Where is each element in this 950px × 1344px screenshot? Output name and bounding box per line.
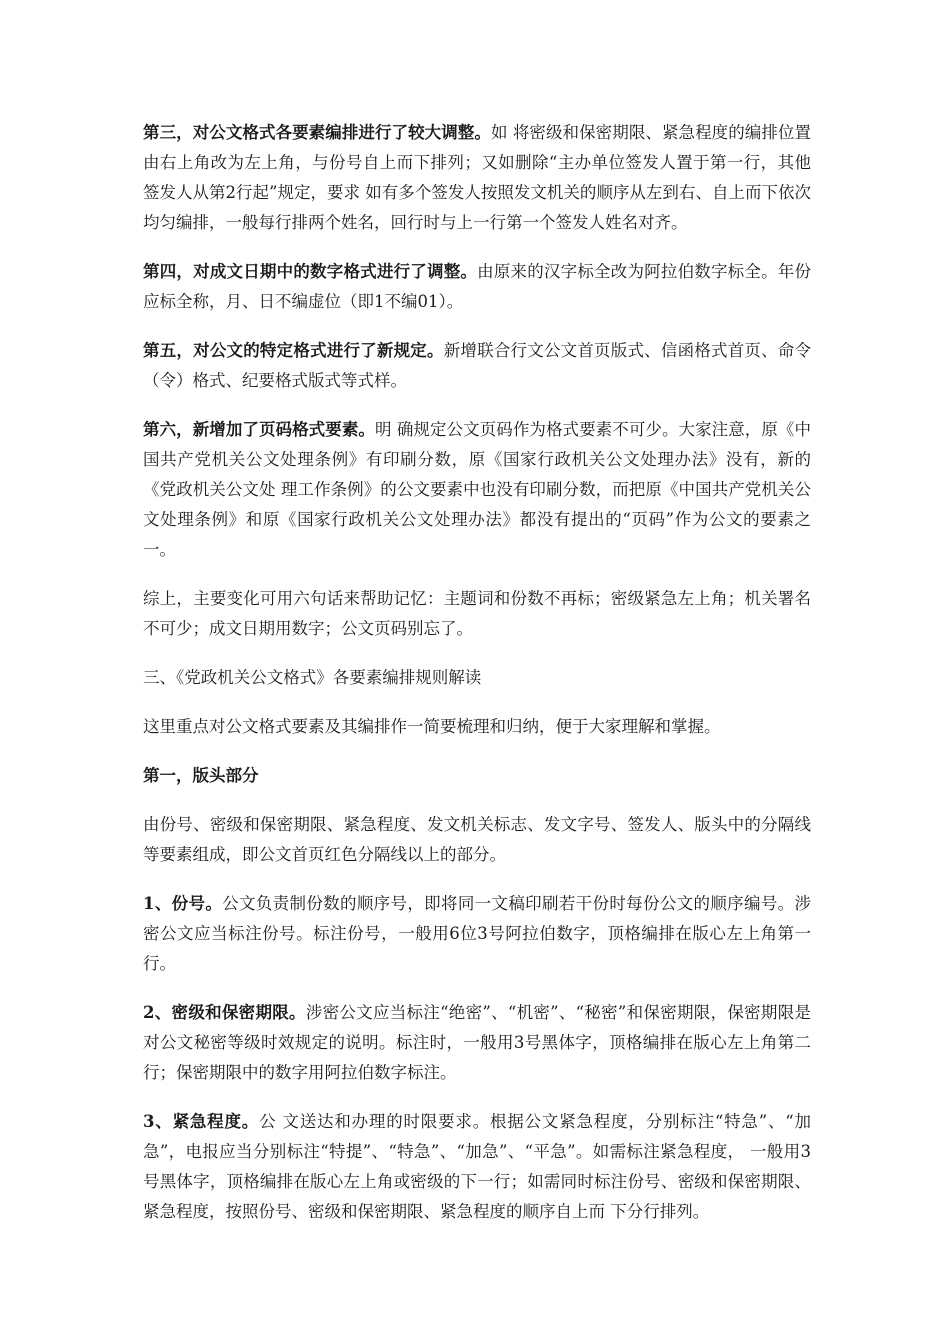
paragraph-body: 明 确规定公文页码作为格式要素不可少。大家注意，原《中国共产党机关公文处理条例》有印刷分数，原《国家行政机关公文处理办法》没有，新的《党政机关公文处 理工作条例》的公文要素中也没有印刷分数，而把原《中国共产党机关公文处理条例》和原《国家行政机关公文处理办法》都没有提出的“页码”作为公文的要素之 一。 <box>143 420 812 559</box>
paragraph-body: 综上，主要变化可用六句话来帮助记忆：主题词和份数不再标；密级紧急左上角；机关署名不可少；成文日期用数字；公文页码别忘了。 <box>143 589 811 638</box>
subsection-heading: 第一，版头部分 <box>143 766 259 785</box>
paragraph-lead: 第六，新增加了页码格式要素。 <box>143 420 375 439</box>
item-urgency <box>143 1107 811 1227</box>
item-body: 公文负责制份数的顺序号，即将同一文稿印刷若干份时每份公文的顺序编号。涉密公文应当标注份号。标注份号，一般用6位3号阿拉伯数字，顶格编排在版心左上角第一行。 <box>143 894 812 973</box>
paragraph-sixth-change <box>143 415 811 565</box>
paragraph-lead: 第五，对公文的特定格式进行了新规定。 <box>143 341 444 360</box>
subsection-body: 由份号、密级和保密期限、紧急程度、发文机关标志、发文字号、签发人、版头中的分隔线等要素组成，即公文首页红色分隔线以上的部分。 <box>143 815 811 864</box>
paragraph-fifth-change <box>143 336 811 396</box>
section-intro: 这里重点对公文格式要素及其编排作一简要梳理和归纳，便于大家理解和掌握。 <box>143 717 721 736</box>
paragraph-lead: 第三，对公文格式各要素编排进行了较大调整。 <box>143 123 491 142</box>
item-lead: 1、份号。 <box>143 894 223 913</box>
item-serial-number <box>143 889 811 979</box>
document-page <box>143 118 811 1246</box>
item-body: 公 文送达和办理的时限要求。根据公文紧急程度，分别标注“特急”、“加急”，电报应当分别标注“特提”、“特急”、“加急”、“平急”。如需标注紧急程度， 一般用3号黑体字，顶格编排在版心左上角或密级的下一行；如需同时标注份号、密级和保密期限、紧急程度，按照份号、密级和保密期限、紧急程度的顺序自上而 下分行排列。 <box>143 1112 811 1221</box>
paragraph-body: 由原来的汉字标全改为阿拉伯数字标全。年份应标全称，月、日不编虚位（即1不编01）。 <box>143 262 812 311</box>
paragraph-summary <box>143 584 811 644</box>
item-body: 涉密公文应当标注“绝密”、“机密”、“秘密”和保密期限，保密期限是对公文秘密等级时效规定的说明。标注时，一般用3号黑体字，顶格编排在版心左上角第二行；保密期限中的数字用阿拉伯数字标注。 <box>143 1003 811 1082</box>
paragraph-fourth-change <box>143 257 811 317</box>
paragraph-third-change <box>143 118 811 238</box>
item-lead: 3、紧急程度。 <box>143 1112 260 1131</box>
item-lead: 2、密级和保密期限。 <box>143 1003 306 1022</box>
section-heading: 三、《党政机关公文格式》各要素编排规则解读 <box>143 668 482 687</box>
paragraph-body: 如 将密级和保密期限、紧急程度的编排位置由右上角改为左上角，与份号自上而下排列；又如删除“主办单位签发人置于第一行，其他签发人从第2行起”规定，要求 如有多个签发人按照发文机关的顺序从左到右、自上而下依次均匀编排，一般每行排两个姓名，回行时与上一行第一个签发人姓名对齐。 <box>143 123 812 232</box>
paragraph-lead: 第四，对成文日期中的数字格式进行了调整。 <box>143 262 478 281</box>
item-classification <box>143 998 811 1088</box>
paragraph-body: 新增联合行文公文首页版式、信函格式首页、命令（令）格式、纪要格式版式等式样。 <box>143 341 812 390</box>
